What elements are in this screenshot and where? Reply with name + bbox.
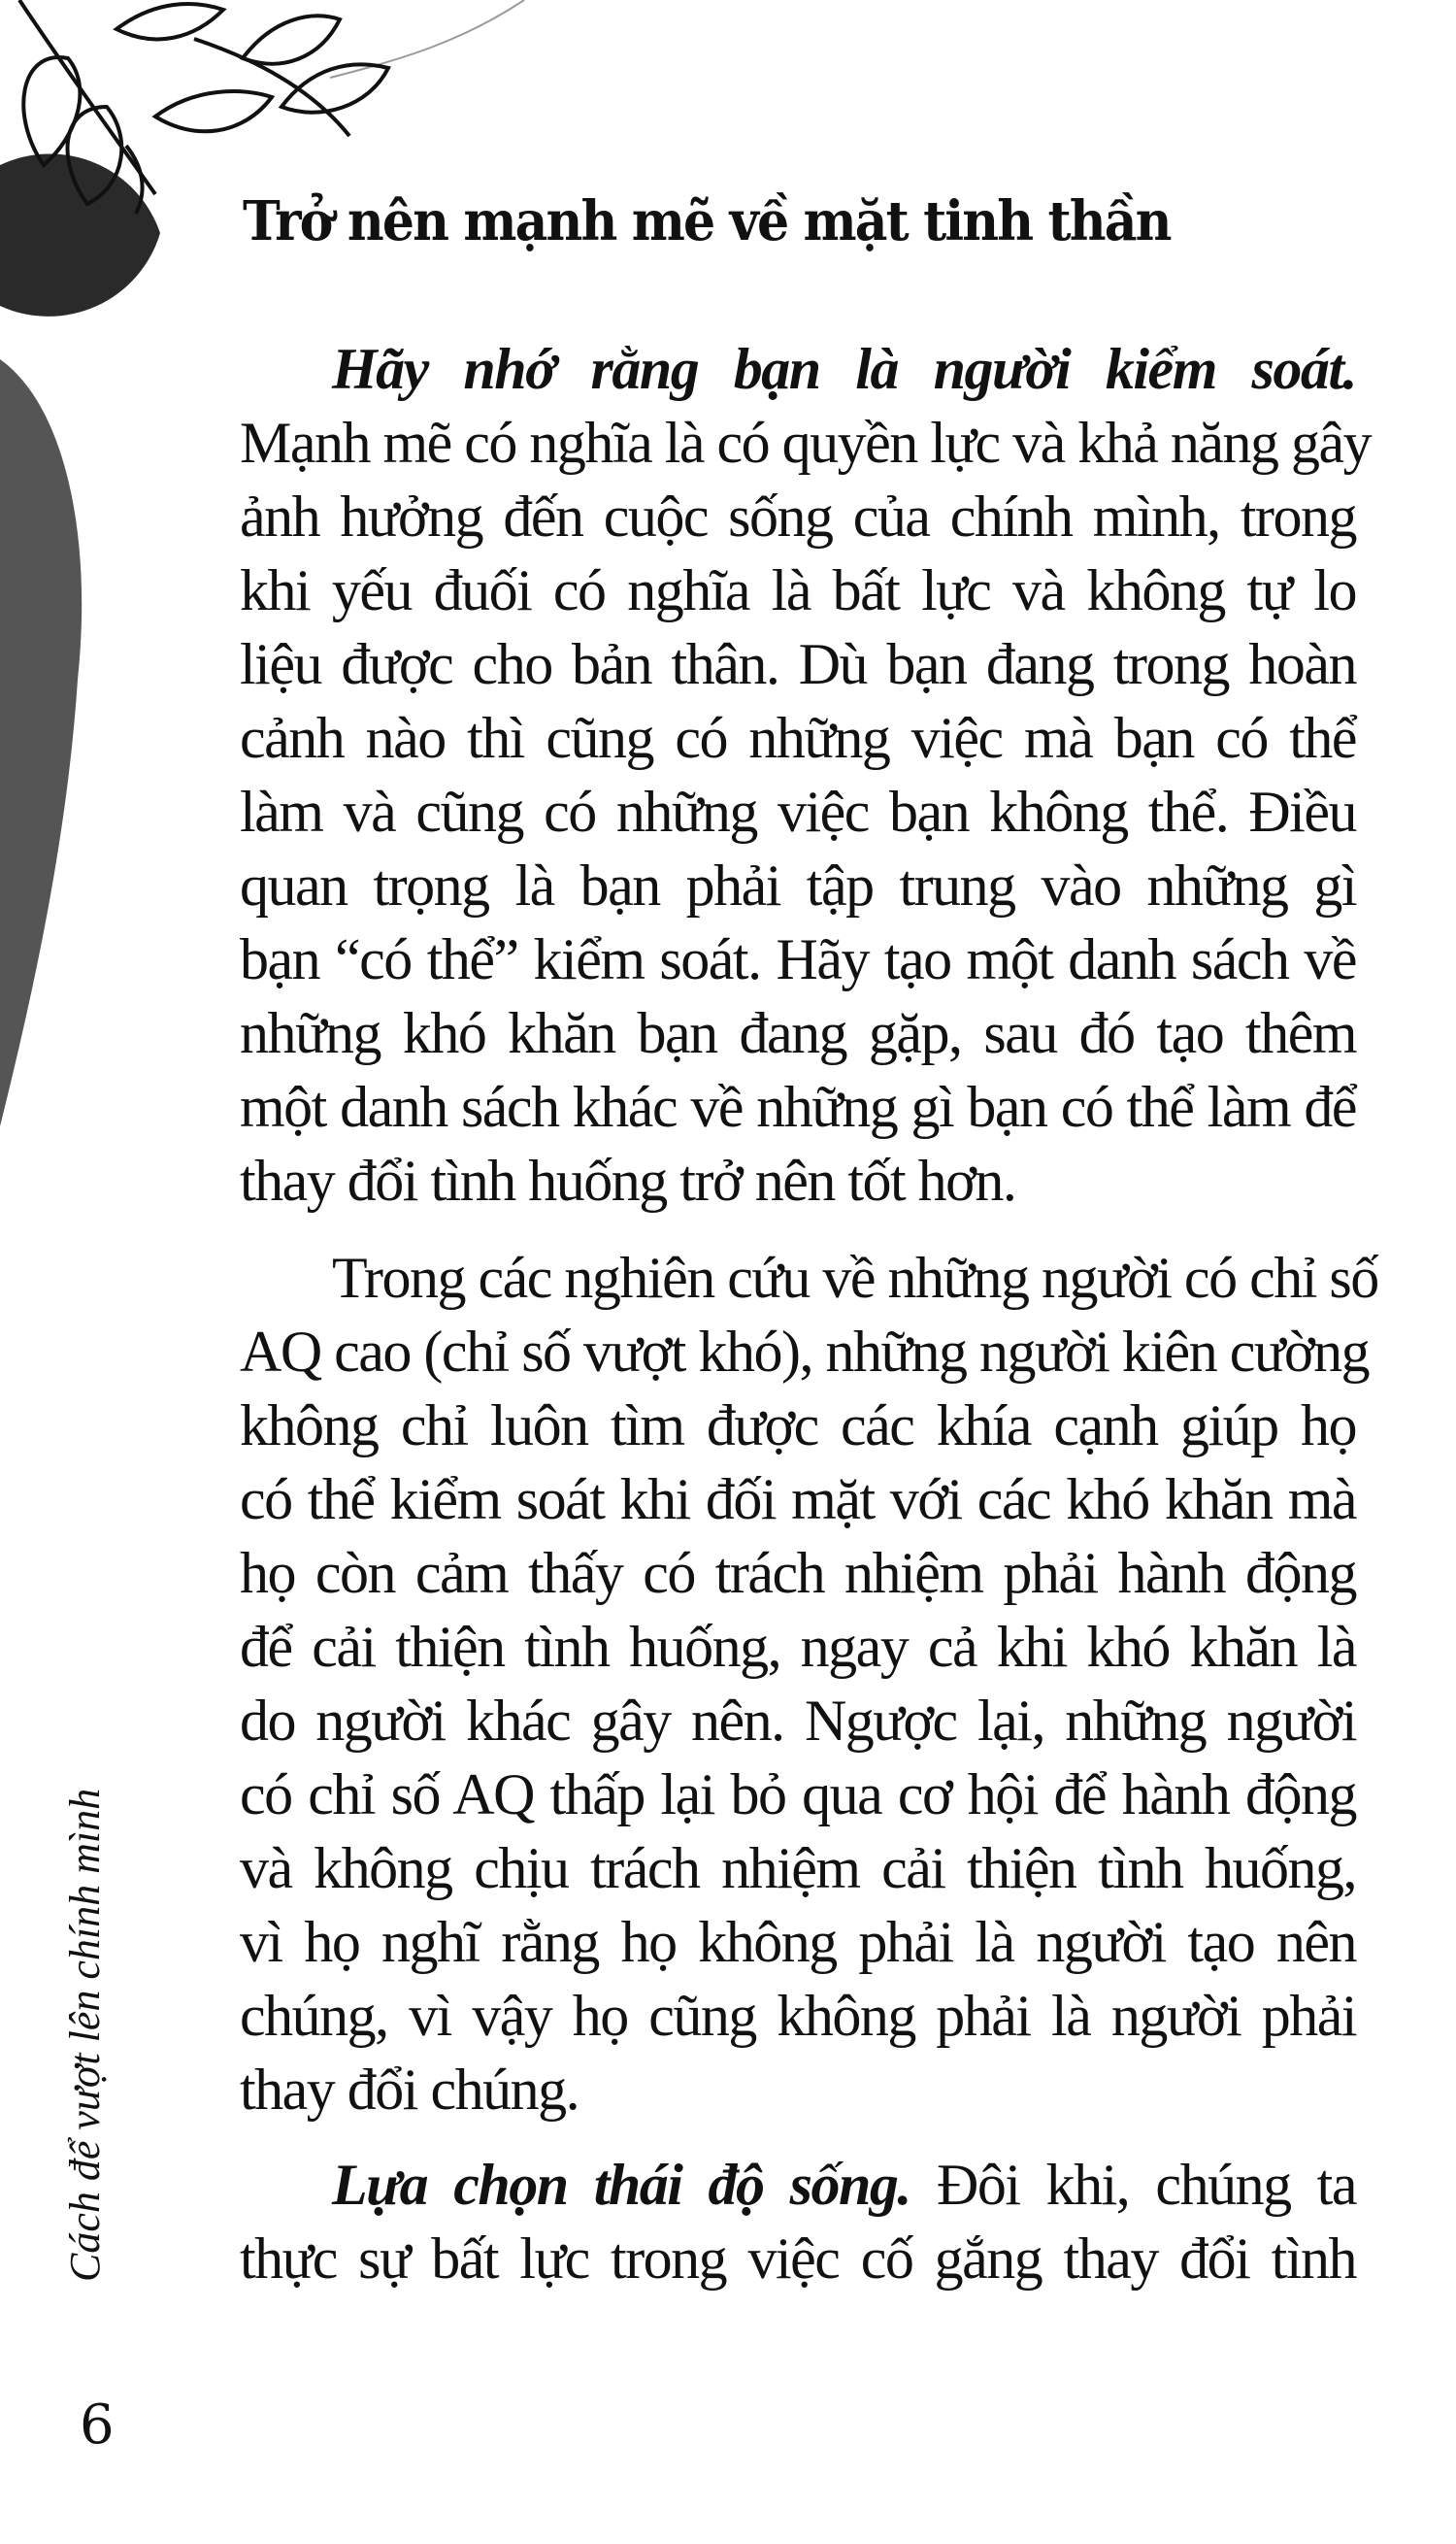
text-line: quan trọng là bạn phải tập trung vào những gì: [240, 854, 1356, 918]
paragraph-2: [240, 1241, 1378, 2126]
text-line: [240, 2148, 1356, 2222]
paragraph-3: [240, 2148, 1356, 2295]
paragraph-lead: Hãy nhớ rằng bạn là người kiểm soát.: [332, 337, 1356, 401]
text-line: không chỉ luôn tìm được các khía cạnh giúp họ: [240, 1393, 1356, 1457]
text-line: Trong các nghiên cứu về những người có chỉ số: [332, 1246, 1378, 1310]
section-heading: Trở nên mạnh mẽ về mặt tinh thần: [243, 189, 1171, 253]
text-line: chúng, vì vậy họ cũng không phải là người phải: [240, 1984, 1356, 2048]
text-line: Mạnh mẽ có nghĩa là có quyền lực và khả năng gây: [240, 411, 1372, 475]
text-line: do người khác gây nên. Ngược lại, những người: [240, 1689, 1356, 1753]
text-line: bạn “có thể” kiểm soát. Hãy tạo một danh sách về: [240, 927, 1356, 991]
text-line: thực sự bất lực trong việc cố gắng thay đổi tình: [240, 2226, 1356, 2291]
text-line: họ còn cảm thấy có trách nhiệm phải hành động: [240, 1541, 1356, 1605]
text-line: và không chịu trách nhiệm cải thiện tình huống,: [240, 1836, 1356, 1900]
running-head: Cách để vượt lên chính mình: [61, 1788, 109, 2282]
text-line: những khó khăn bạn đang gặp, sau đó tạo thêm: [240, 1001, 1356, 1065]
page-number: 6: [80, 2393, 115, 2457]
lead-rest: Đôi khi, chúng ta: [937, 2153, 1356, 2217]
text-line: thay đổi chúng.: [240, 2058, 579, 2122]
text-line: AQ cao (chỉ số vượt khó), những người kiên cường: [240, 1320, 1370, 1384]
text-line: vì họ nghĩ rằng họ không phải là người tạo nên: [240, 1910, 1356, 1974]
text-line: có thể kiểm soát khi đối mặt với các khó khăn mà: [240, 1467, 1356, 1531]
paragraph-1: [240, 332, 1372, 1218]
text-line: thay đổi tình huống trở nên tốt hơn.: [240, 1149, 1016, 1213]
text-line: cảnh nào thì cũng có những việc mà bạn có thể: [240, 706, 1356, 770]
text-line: khi yếu đuối có nghĩa là bất lực và không tự lo: [240, 558, 1356, 622]
text-line: một danh sách khác về những gì bạn có thể làm để: [240, 1075, 1356, 1139]
text-line: để cải thiện tình huống, ngay cả khi khó khăn là: [240, 1615, 1356, 1679]
paragraph-lead: Lựa chọn thái độ sống.: [332, 2153, 910, 2217]
text-line: ảnh hưởng đến cuộc sống của chính mình, trong: [240, 485, 1356, 549]
text-line: làm và cũng có những việc bạn không thể. Điều: [240, 780, 1356, 844]
text-line: liệu được cho bản thân. Dù bạn đang trong hoàn: [240, 632, 1356, 696]
text-line: có chỉ số AQ thấp lại bỏ qua cơ hội để hành động: [240, 1762, 1356, 1826]
